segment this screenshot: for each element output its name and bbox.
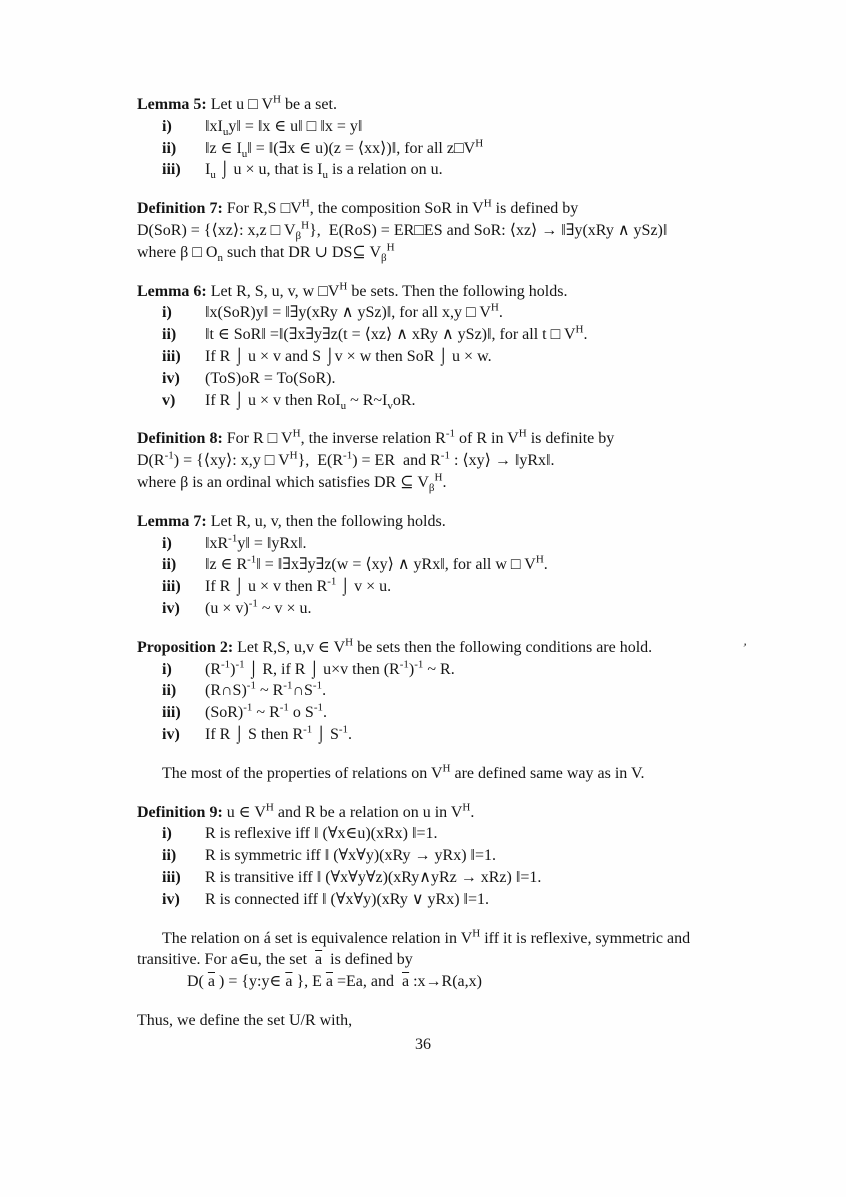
proposition-2-item xyxy=(137,702,755,724)
lemma-6 xyxy=(137,281,755,412)
item-numeral: i) xyxy=(162,534,172,552)
proposition-2-item xyxy=(137,724,755,746)
item-formula: (R∩S)$^{-1}$ ~ $R^{-1}\cap S^{-1}$. xyxy=(205,680,327,700)
lemma-6-item xyxy=(137,346,755,368)
item-formula: R is reflexive iff ‖ (∀x∈u)(xRx) ‖=1. xyxy=(205,825,438,843)
item-formula: $‖xI_uy‖$ = ‖x ∈ u‖ □ ‖x = y‖ xyxy=(205,117,363,138)
item-numeral: i) xyxy=(162,660,172,678)
paragraph-equivalence-line: transitive. For a∈u, the set $\overline{a}$ is defined by xyxy=(137,951,413,969)
item-numeral: ii) xyxy=(162,682,177,700)
lemma-7-line: Lemma 7: Let R, u, v, then the following holds. xyxy=(137,512,446,530)
item-formula: If R ⌡ u × v and S ⌡v × w then SoR ⌡ u × w. xyxy=(205,347,492,365)
lemma-6-item xyxy=(137,390,755,412)
proposition-2-item xyxy=(137,680,755,702)
item-formula: $I_u$ ⌡ u × u, that is $I_u$ is a relation on u. xyxy=(205,161,443,182)
definition-8-line: where β is an ordinal which satisfies DR ⊆ $V_\beta^H$. xyxy=(137,471,447,495)
item-numeral: ii) xyxy=(162,556,177,574)
item-formula: (ToS)oR = To(SoR). xyxy=(205,369,336,387)
lemma-7-item xyxy=(137,576,755,598)
lemma-7-item xyxy=(137,554,755,576)
definition-9-item xyxy=(137,867,755,889)
item-formula: ‖t ∈ SoR‖ =‖(∃x∃y∃z(t = ⟨xz⟩ ∧ xRy ∧ ySz)‖, for all t □ $V^H$. xyxy=(205,323,588,344)
lemma-7-item xyxy=(137,598,755,620)
lemma-5 xyxy=(137,94,755,181)
item-numeral: v) xyxy=(162,391,176,409)
paragraph-thus-line: Thus, we define the set U/R with, xyxy=(137,1011,353,1029)
item-numeral: i) xyxy=(162,117,172,135)
lemma-6-item xyxy=(137,324,755,346)
lemma-5-line: Lemma 5: Let u □ $V^H$ be a set. xyxy=(137,93,337,113)
definition-7-line: D(SoR) = {⟨xz⟩: x,z □ $V_\beta^H$}, E(RoS) = ER□ES and SoR: ⟨xz⟩ → ‖∃y(xRy ∧ ySz)‖ xyxy=(137,219,668,243)
definition-9-line: Definition 9: u ∈ $V^H$ and R be a relation on u in $V^H$. xyxy=(137,801,475,821)
definition-7 xyxy=(137,198,755,263)
lemma-7-item xyxy=(137,533,755,555)
paragraph-thus xyxy=(137,1010,755,1032)
lemma-5-item xyxy=(137,159,755,181)
paragraph-equivalence-line: D( $\overline{a}$ ) = {y:y∈ $\overline{a}$ }, E $\overline{a} =Ea$, and $\overline{a}$ :x→R(a,x) xyxy=(187,973,482,991)
proposition-2-item xyxy=(137,659,755,681)
definition-8-line: $D(R^{-1})$ = {⟨xy⟩: x,y □ $V^H$}, $E(R^{-1})$ = ER and $R^{-1}$ : ⟨xy⟩ → ‖yRx‖. xyxy=(137,449,555,470)
document-body xyxy=(137,94,755,1049)
definition-9-item xyxy=(137,889,755,911)
item-numeral: iii) xyxy=(162,704,181,722)
item-numeral: iii) xyxy=(162,161,181,179)
definition-7-line: where β □ $O_n$ such that DR ∪ DS⊆ $V_\beta^H$ xyxy=(137,241,395,264)
page-number: 36 xyxy=(415,1036,431,1053)
definition-9 xyxy=(137,802,755,911)
definition-9-item xyxy=(137,845,755,867)
item-numeral: iv) xyxy=(162,599,180,617)
item-numeral: ii) xyxy=(162,847,177,865)
item-formula: $(u \times v)^{-1}$ ~ v × u. xyxy=(205,597,312,617)
definition-8 xyxy=(137,428,755,493)
paragraph-properties xyxy=(137,763,755,785)
item-numeral: iii) xyxy=(162,868,181,886)
lemma-6-item xyxy=(137,302,755,324)
paragraph-properties-line: The most of the properties of relations on $V^H$ are defined same way as in V. xyxy=(162,762,645,782)
item-formula: (SoR)$^{-1}$ ~ $R^{-1}$ o $S^{-1}$. xyxy=(205,701,327,722)
item-numeral: iii) xyxy=(162,578,181,596)
proposition-2 xyxy=(137,637,755,746)
definition-7-line: Definition 7: For R,S $□V^H$, the composition SoR in $V^H$ is defined by xyxy=(137,197,579,218)
stray-mark: ’ xyxy=(740,639,749,656)
lemma-5-item xyxy=(137,116,755,138)
item-formula: If R ⌡ u × v then $R^{-1}$ ⌡ v × u. xyxy=(205,575,392,596)
item-formula: $(R^{-1})^{-1}$ ⌡ R, if R ⌡ u×v then $(R^{-1})^{-1}$ ~ R. xyxy=(205,658,455,678)
proposition-2-line: Proposition 2: Let R,S, u,v ∈ $V^H$ be sets then the following conditions are hold. xyxy=(137,636,653,656)
lemma-6-line: Lemma 6: Let R, S, u, v, w $□V^H$ be sets. Then the following holds. xyxy=(137,280,568,300)
paragraph-equivalence xyxy=(137,928,755,993)
item-formula: ‖z ∈ $R^{-1}‖$ = ‖∃x∃y∃z(w = ⟨xy⟩ ∧ yRx‖, for all w □ $V^H$. xyxy=(205,554,548,574)
item-numeral: i) xyxy=(162,304,172,322)
definition-9-item xyxy=(137,823,755,845)
paragraph-equivalence-line: The relation on á set is equivalence relation in $V^H$ iff it is reflexive, symmetric and xyxy=(162,927,691,947)
lemma-6-item xyxy=(137,368,755,390)
item-formula: R is connected iff ‖ (∀x∀y)(xRy ∨ yRx) ‖=1. xyxy=(205,890,490,908)
item-numeral: iv) xyxy=(162,369,180,387)
item-numeral: ii) xyxy=(162,139,177,157)
item-formula: ‖z ∈ $I_u‖$ = ‖(∃x ∈ u)(z = ⟨xx⟩)‖, for all $z□V^H$ xyxy=(205,137,484,160)
item-formula: If R ⌡ u × v then RoI$_u$ ~ $R\sim I_voR$. xyxy=(205,391,416,412)
item-numeral: iv) xyxy=(162,725,180,743)
lemma-5-item xyxy=(137,138,755,160)
item-formula: $‖xR^{-1}y‖$ = ‖yRx‖. xyxy=(205,532,307,552)
item-numeral: i) xyxy=(162,825,172,843)
lemma-7 xyxy=(137,511,755,620)
item-numeral: ii) xyxy=(162,326,177,344)
item-formula: R is symmetric iff ‖ (∀x∀y)(xRy → yRx) ‖=1. xyxy=(205,847,497,865)
item-formula: If R ⌡ S then $R^{-1}$ ⌡ $S^{-1}$. xyxy=(205,723,353,743)
item-formula: ‖x(SoR)y‖ = ‖∃y(xRy ∧ ySz)‖, for all x,y □ $V^H$. xyxy=(205,302,503,322)
item-formula: R is transitive iff ‖ (∀x∀y∀z)(xRy∧yRz → xRz) ‖=1. xyxy=(205,868,542,886)
item-numeral: iii) xyxy=(162,347,181,365)
item-numeral: iv) xyxy=(162,890,180,908)
definition-8-line: Definition 8: For R □ $V^H$, the inverse relation $R^{-1}$ of R in $V^H$ is definite by xyxy=(137,428,615,448)
